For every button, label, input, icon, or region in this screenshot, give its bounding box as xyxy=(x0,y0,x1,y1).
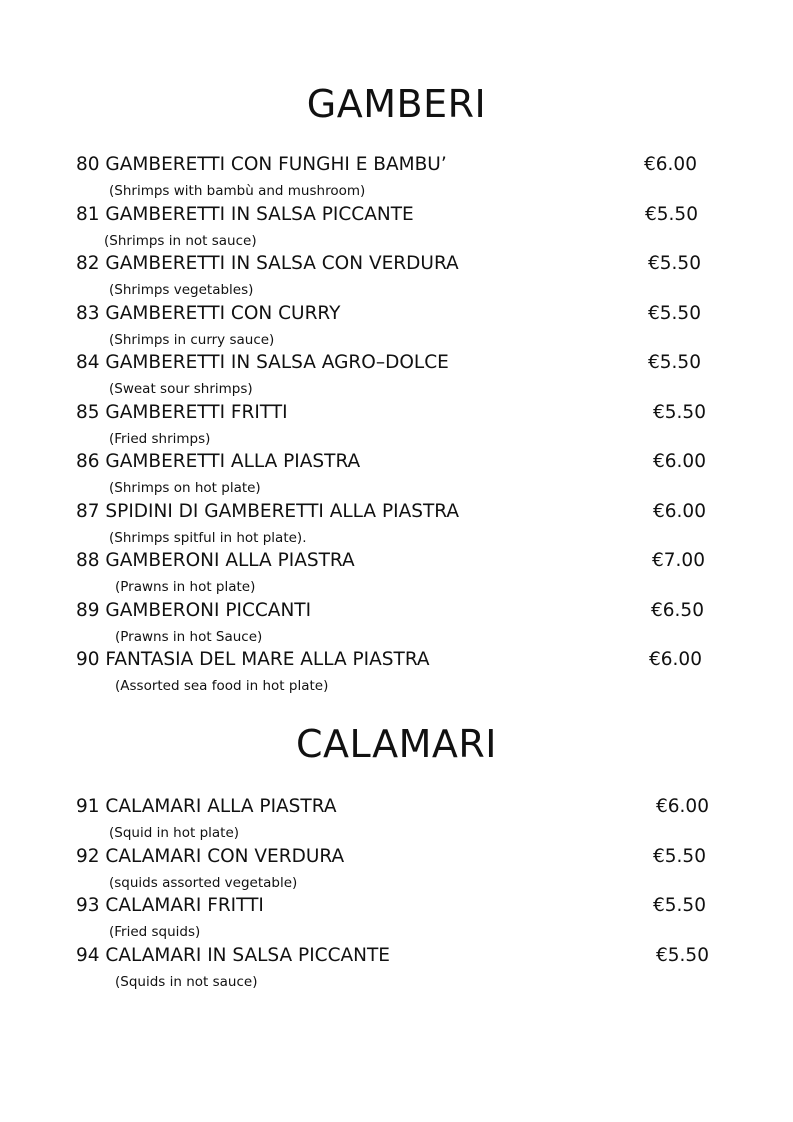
menu-item-86 xyxy=(0,451,793,501)
menu-item-87 xyxy=(0,501,793,551)
menu-item-90 xyxy=(0,649,793,699)
item-description: (Shrimps spitful in hot plate). xyxy=(109,529,307,546)
menu-item-92 xyxy=(0,846,793,896)
menu-item-85 xyxy=(0,402,793,452)
menu-item-81 xyxy=(0,204,793,254)
item-description: (Shrimps in curry sauce) xyxy=(109,331,275,348)
item-price: €5.50 xyxy=(645,203,698,225)
item-price: €5.50 xyxy=(648,302,701,324)
item-name: 92 CALAMARI CON VERDURA xyxy=(76,845,345,867)
item-price: €6.00 xyxy=(656,796,709,817)
menu-item-82 xyxy=(0,253,793,303)
item-price: €6.00 xyxy=(653,451,706,472)
menu-item-94 xyxy=(0,945,793,995)
item-price: €5.50 xyxy=(653,845,706,867)
item-name: 93 CALAMARI FRITTI xyxy=(76,895,264,916)
item-price: €7.00 xyxy=(652,550,705,571)
item-price: €6.00 xyxy=(653,500,706,522)
item-price: €5.50 xyxy=(648,253,701,274)
item-description: (Assorted sea food in hot plate) xyxy=(115,678,329,694)
item-description: (Shrimps with bambù and mushroom) xyxy=(109,183,366,199)
item-price: €6.00 xyxy=(649,649,702,670)
item-name: 88 GAMBERONI ALLA PIASTRA xyxy=(76,550,355,571)
menu-item-88 xyxy=(0,550,793,600)
item-name: 90 FANTASIA DEL MARE ALLA PIASTRA xyxy=(76,649,430,670)
item-name: 83 GAMBERETTI CON CURRY xyxy=(76,302,341,324)
item-name: 84 GAMBERETTI IN SALSA AGRO–DOLCE xyxy=(76,352,449,373)
item-name: 91 CALAMARI ALLA PIASTRA xyxy=(76,796,337,817)
menu-item-91 xyxy=(0,796,793,846)
item-name: 80 GAMBERETTI CON FUNGHI E BAMBU’ xyxy=(76,154,447,175)
item-name: 89 GAMBERONI PICCANTI xyxy=(76,599,312,621)
item-name: 87 SPIDINI DI GAMBERETTI ALLA PIASTRA xyxy=(76,500,460,522)
menu-item-93 xyxy=(0,895,793,945)
item-name: 85 GAMBERETTI FRITTI xyxy=(76,401,288,423)
item-description: (Squids in not sauce) xyxy=(115,973,258,990)
item-description: (squids assorted vegetable) xyxy=(109,874,298,891)
section-title-gamberi: GAMBERI xyxy=(306,82,487,126)
menu-item-83 xyxy=(0,303,793,353)
item-description: (Fried shrimps) xyxy=(109,430,211,447)
menu-list-calamari xyxy=(0,796,793,994)
item-description: (Prawns in hot plate) xyxy=(115,579,256,595)
item-price: €6.00 xyxy=(644,154,697,175)
item-description: (Sweat sour shrimps) xyxy=(109,381,253,397)
item-price: €5.50 xyxy=(656,944,709,966)
item-description: (Prawns in hot Sauce) xyxy=(115,628,263,645)
item-description: (Fried squids) xyxy=(109,924,201,940)
menu-item-89 xyxy=(0,600,793,650)
section-title-calamari: CALAMARI xyxy=(296,722,497,766)
menu-list-gamberi xyxy=(0,154,793,699)
menu-item-80 xyxy=(0,154,793,204)
item-name: 82 GAMBERETTI IN SALSA CON VERDURA xyxy=(76,253,459,274)
item-price: €6.50 xyxy=(651,599,704,621)
item-description: (Shrimps vegetables) xyxy=(109,282,254,298)
item-price: €5.50 xyxy=(648,352,701,373)
menu-item-84 xyxy=(0,352,793,402)
item-name: 94 CALAMARI IN SALSA PICCANTE xyxy=(76,944,390,966)
item-description: (Shrimps on hot plate) xyxy=(109,480,261,496)
item-price: €5.50 xyxy=(653,895,706,916)
item-name: 81 GAMBERETTI IN SALSA PICCANTE xyxy=(76,203,414,225)
item-name: 86 GAMBERETTI ALLA PIASTRA xyxy=(76,451,361,472)
item-price: €5.50 xyxy=(653,401,706,423)
item-description: (Shrimps in not sauce) xyxy=(104,232,257,249)
item-description: (Squid in hot plate) xyxy=(109,825,240,841)
